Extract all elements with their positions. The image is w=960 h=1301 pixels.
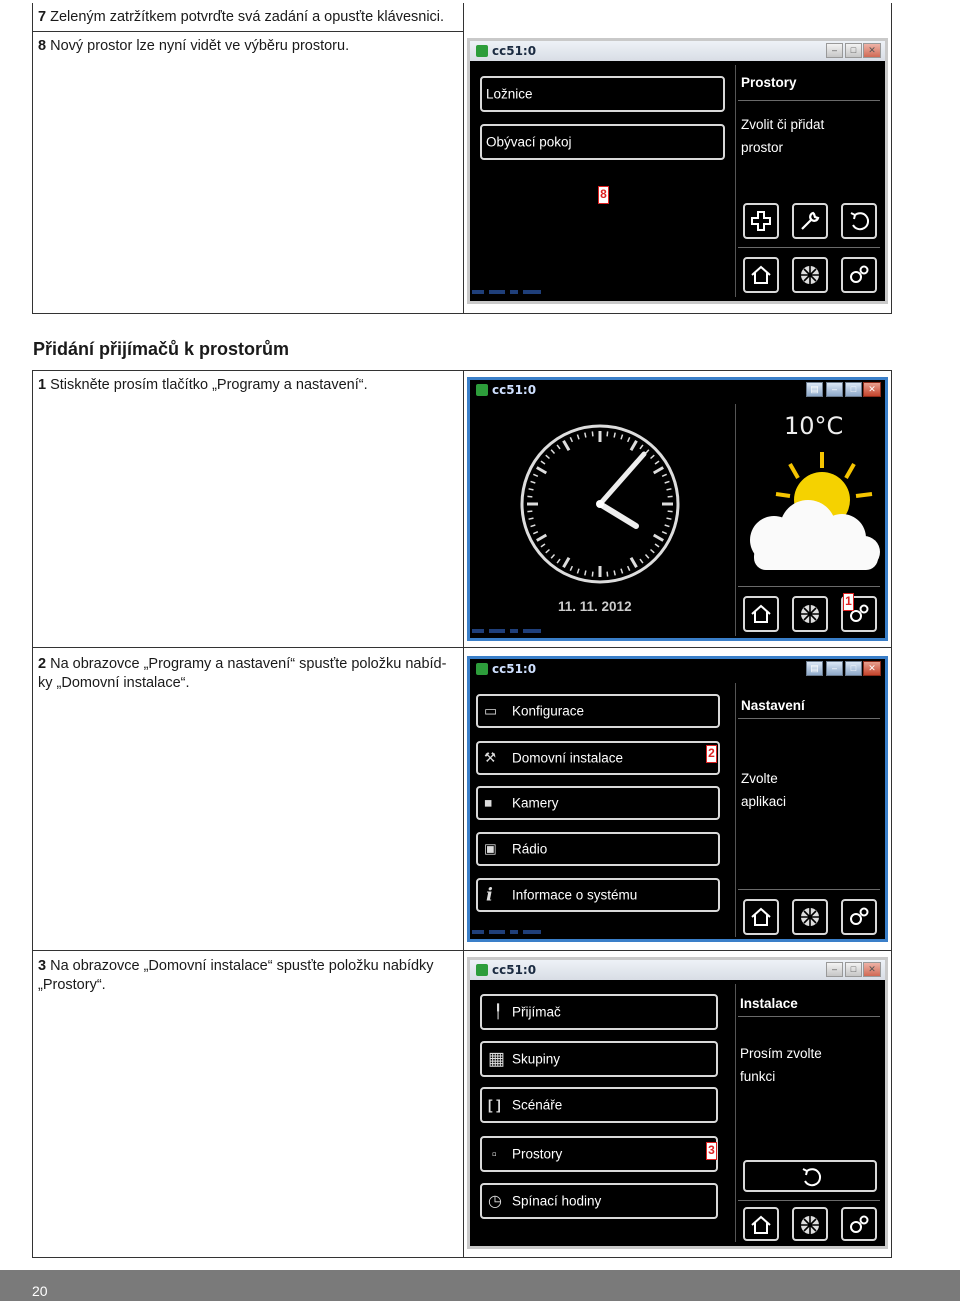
keyboard-icon[interactable]: ▤ [806,382,823,397]
clock-tick [551,555,554,559]
clock-tick [631,558,637,568]
step-3: 3 Na obrazovce „Domovní instalace“ spusťte položku nabídky „Prostory“. [38,958,434,993]
clock-tick [541,544,545,547]
home-button[interactable] [743,1207,779,1241]
clock-tick [655,461,659,464]
temperature-label: 10°C [784,412,844,440]
scenes-button[interactable] [792,1207,828,1241]
window-titlebar [470,659,885,679]
clock-tick [564,441,570,451]
back-icon [847,209,871,233]
close-icon[interactable]: ✕ [863,661,881,676]
close-icon[interactable]: ✕ [863,43,881,58]
clock-tick [527,511,532,512]
clock-tick [529,489,534,490]
step-2: 2 Na obrazovce „Programy a nastavení“ spusťte položku nabíd-ky „Domovní instalace“. [38,656,447,691]
clock-tick [662,532,667,534]
room-item-label: Ložnice [486,86,533,102]
clock-tick [533,474,538,476]
menu-item-label: Prostory [512,1146,563,1162]
divider [735,404,736,636]
date-label: 11. 11. 2012 [558,599,632,614]
divider [32,950,892,951]
clock-tick [577,569,579,574]
section-title: Přidání přijímačů k prostorům [33,339,290,359]
home-icon [749,263,773,287]
step-1: 1 Stiskněte prosím tlačítko „Programy a nastavení“. [38,377,368,393]
side-title: Instalace [740,996,798,1011]
clock-tick [533,532,538,534]
divider [738,247,880,248]
menu-item-label: Konfigurace [512,703,585,719]
screenshot-rooms [467,38,888,304]
app-logo-icon [476,663,488,675]
step-8: 8 Nový prostor lze nyní vidět ve výběru prostoru. [38,38,350,54]
window-titlebar [470,380,885,400]
divider [735,984,736,1242]
menu-item-label: Informace o systému [512,887,638,903]
clock-tick [607,572,608,577]
divider [735,683,736,937]
gears-icon [847,1213,871,1237]
clock-tick [628,566,630,571]
clock-tick [631,441,637,451]
clock-tick [640,559,643,563]
divider [738,718,880,719]
clock-tick [570,437,572,442]
fan-icon [798,1213,822,1237]
analog-clock [518,422,682,586]
divider [463,370,464,1258]
menu-item-label: Skupiny [512,1051,561,1067]
menu-item-prostory[interactable] [480,1136,718,1172]
clock-tick [614,571,615,576]
side-text: Prosím zvolte funkci [740,1046,822,1084]
window-title: cc51:0 [492,963,537,977]
callout-badge: 3 [706,1142,717,1160]
clock-tick [570,566,572,571]
clock-tick [537,468,547,474]
clock-tick [537,535,547,541]
app-logo-icon [476,45,488,57]
clock-tick [628,437,630,442]
clock-tick [651,455,655,458]
home-button[interactable] [743,899,779,935]
status-bar [472,923,612,935]
clock-tick [668,496,673,497]
gears-icon [847,263,871,287]
scenes-button[interactable] [792,899,828,935]
menu-item-prijimac[interactable] [480,994,718,1030]
menu-item-domovni-instalace[interactable] [476,741,720,775]
clock-tick [654,468,664,474]
menu-item-skupiny[interactable] [480,1041,718,1077]
app-logo-icon [476,964,488,976]
screenshot-home [467,377,888,641]
status-bar [472,622,612,634]
clock-tick [557,559,560,563]
clock-tick [531,481,536,483]
divider [463,3,464,314]
menu-item-konfigurace[interactable] [476,694,720,728]
clock-tick [665,481,670,483]
callout-badge: 1 [843,593,854,611]
menu-item-informace[interactable] [476,878,720,912]
clock-tick [651,550,655,553]
divider [32,647,892,648]
clock-tick [667,518,672,519]
clock-tick [529,518,534,519]
side-title: Prostory [741,75,797,90]
clock-tick [621,569,623,574]
minimize-icon[interactable]: – [826,382,843,397]
minimize-icon[interactable]: – [826,962,843,977]
screenshot-install [467,957,888,1249]
clock-tick [585,433,586,438]
clock-tick [668,511,673,512]
menu-item-scenare[interactable] [480,1087,718,1123]
clock-tick [527,496,532,497]
clock-tick [592,431,593,436]
clock-tick [607,431,608,436]
keyboard-icon[interactable]: ▤ [806,661,823,676]
receiver-icon: ╿ [494,1004,503,1019]
room-item-loznice[interactable] [480,76,725,112]
menu-item-label: Rádio [512,841,548,857]
home-button[interactable] [743,596,779,632]
timer-icon: ◷ [488,1193,502,1210]
groups-icon: ▦ [488,1048,506,1069]
clock-tick [546,455,550,458]
room-item-obyvaci-pokoj[interactable] [480,124,725,160]
settings-button[interactable] [841,899,877,935]
radio-icon: ▣ [484,841,497,856]
clock-tick [585,571,586,576]
home-icon [749,1213,773,1237]
menu-item-label: Spínací hodiny [512,1193,602,1209]
maximize-icon[interactable]: □ [845,382,862,397]
back-button[interactable] [841,203,877,239]
gears-icon [847,905,871,929]
camera-icon: ■ [484,795,493,811]
window-title: cc51:0 [492,44,537,58]
menu-item-label: Scénáře [512,1097,563,1113]
divider [738,586,880,587]
info-icon: i [486,884,493,906]
add-room-button[interactable] [743,203,779,239]
clock-tick [564,558,570,568]
clock-tick [531,525,536,527]
edit-room-button[interactable] [792,203,828,239]
window-title: cc51:0 [492,662,537,676]
back-button[interactable] [743,1160,877,1192]
callout-badge: 8 [598,186,609,204]
side-text: Zvolte aplikaci [741,771,787,809]
weather-partly-cloudy-icon [742,448,882,576]
home-button[interactable] [743,257,779,293]
divider [738,100,880,101]
menu-item-label: Domovní instalace [512,750,624,766]
divider [32,31,463,32]
clock-tick [614,433,615,438]
footer-bar [0,1270,960,1301]
wrench-icon [798,209,822,233]
side-text: Zvolit či přidat prostor [741,117,825,155]
fan-icon [798,905,822,929]
close-icon[interactable]: ✕ [863,382,881,397]
callout-badge: 2 [706,745,717,763]
back-icon [799,1165,823,1189]
scenes-button[interactable] [792,257,828,293]
page-number: 20 [32,1283,48,1299]
room-item-label: Obývací pokoj [486,134,572,150]
clock-tick [665,525,670,527]
clock-tick [557,445,560,449]
clock-tick [655,544,659,547]
scenes-icon: [ ] [488,1097,501,1113]
clock-tick [577,435,579,440]
maximize-icon[interactable]: □ [845,962,862,977]
clock-tick [592,572,593,577]
clock-tick [621,435,623,440]
scenes-button[interactable] [792,596,828,632]
divider [738,1016,880,1017]
menu-item-spinaci-hodiny[interactable] [480,1183,718,1219]
window-titlebar [470,41,885,61]
maximize-icon[interactable]: □ [845,43,862,58]
home-icon [749,905,773,929]
divider [735,65,736,297]
app-logo-icon [476,384,488,396]
side-title: Nastavení [741,698,805,713]
clock-tick [662,474,667,476]
menu-item-label: Přijímač [512,1004,561,1020]
step-7: 7 Zeleným zatržítkem potvrďte svá zadání a opusťte klávesnici. [38,9,445,25]
clock-tick [541,461,545,464]
clock-tick [646,555,649,559]
settings-button[interactable] [841,257,877,293]
window-title: cc51:0 [492,383,537,397]
clock-tick [667,489,672,490]
menu-item-radio[interactable] [476,832,720,866]
settings-button[interactable] [841,1207,877,1241]
status-bar [472,283,612,295]
clock-tick [654,535,664,541]
clock-tick [551,450,554,454]
fan-icon [798,263,822,287]
maximize-icon[interactable]: □ [845,661,862,676]
config-icon: ▭ [484,702,498,719]
home-icon [749,602,773,626]
menu-item-label: Kamery [512,795,559,811]
screenshot-settings [467,656,888,942]
plus-icon [749,209,773,233]
rooms-icon: ▫ [492,1146,497,1162]
menu-item-kamery[interactable] [476,786,720,820]
window-titlebar [470,960,885,980]
minimize-icon[interactable]: – [826,661,843,676]
close-icon[interactable]: ✕ [863,962,881,977]
clock-tick [640,445,643,449]
minimize-icon[interactable]: – [826,43,843,58]
fan-icon [798,602,822,626]
divider [738,1200,880,1201]
divider [738,889,880,890]
clock-tick [546,550,550,553]
wrench-icon: ⚒ [484,750,497,765]
